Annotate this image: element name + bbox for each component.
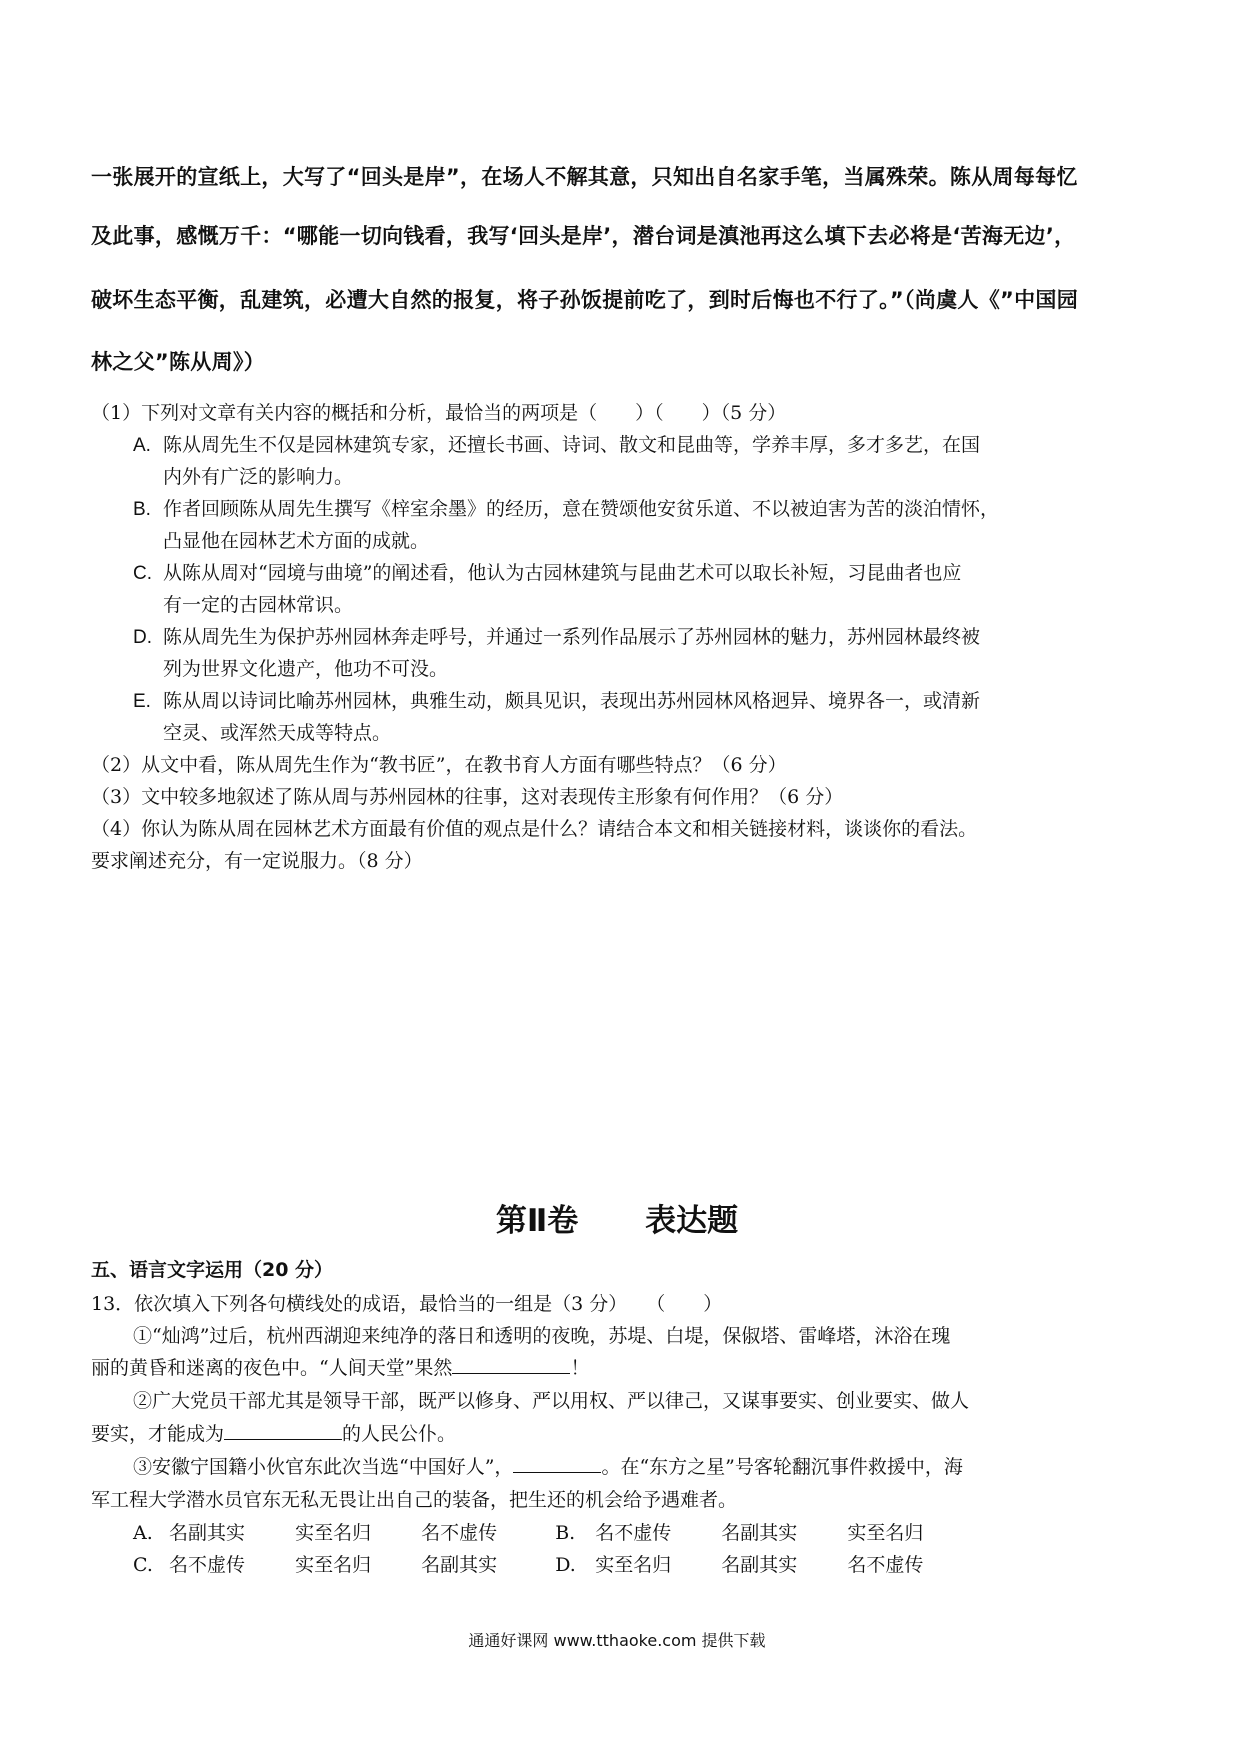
question-4-cont: 要求阐述充分，有一定说服力。（8 分） [91,850,423,872]
option-letter: D. [133,627,152,648]
section-name: 表达题 [645,1203,739,1239]
question-4: （4）你认为陈从周在园林艺术方面最有价值的观点是什么？请结合本文和相关链接材料，谈谈你的看法。 [91,818,978,840]
fill-blank [224,1421,342,1440]
sentence-text: ！ [570,1357,590,1379]
option-c-cont: 有一定的古园林常识。 [163,594,354,616]
option-letter: B. [133,499,151,520]
option-text: 从陈从周对“园境与曲境”的阐述看，他认为古园林建筑与昆曲艺术可以取长补短，习昆曲者也应 [163,562,962,584]
choice-letter: A. [133,1522,153,1544]
choice-letter: D. [555,1554,576,1576]
option-a [133,430,980,457]
option-e-cont: 空灵、或浑然天成等特点。 [163,722,392,744]
question-3: （3）文中较多地叙述了陈从周与苏州园林的往事，这对表现传主形象有何作用？（6 分） [91,786,844,808]
section-part: 第Ⅱ卷 [495,1203,579,1239]
choice-word: 名副其实 [169,1522,246,1544]
choice-word: 名副其实 [721,1522,798,1544]
passage-line: 林之父”陈从周》） [91,350,266,374]
option-letter: E. [133,691,151,712]
section-5-heading: 五、语言文字运用（20 分） [91,1259,334,1281]
sentence-text: 要实，才能成为 [91,1423,225,1445]
passage-line: 破坏生态平衡，乱建筑，必遭大自然的报复，将子孙饭提前吃了，到时后悔也不行了。”（尚虞人《”中国园 [91,288,1078,312]
sentence-text: ③安徽宁国籍小伙官东此次当选“中国好人”， [133,1456,514,1478]
choice-word: 名不虚传 [421,1522,498,1544]
option-d-cont: 列为世界文化遗产，他功不可没。 [163,658,449,680]
choice-word: 名副其实 [421,1554,498,1576]
choice-letter: B. [555,1522,576,1544]
fill-blank [452,1355,570,1374]
question-13-stem: 13．依次填入下列各句横线处的成语，最恰当的一组是（3 分） （ ） [91,1293,723,1315]
choice-word: 名不虚传 [595,1522,672,1544]
question-1-stem: （1）下列对文章有关内容的概括和分析，最恰当的两项是（ ）（ ）（5 分） [91,402,787,424]
choice-word: 名不虚传 [169,1554,246,1576]
option-b [133,494,999,521]
passage-line: 及此事，感慨万千：“哪能一切向钱看，我写‘回头是岸’，潜台词是滇池再这么填下去必将是‘苦海无边’， [91,224,1076,248]
choice-word: 实至名归 [295,1554,372,1576]
option-c [133,558,961,585]
sentence-3-cont: 军工程大学潜水员官东无私无畏让出自己的装备，把生还的机会给予遇难者。 [91,1489,738,1511]
choices-row-2 [133,1550,947,1577]
option-letter: C. [133,563,152,584]
option-text: 陈从周先生为保护苏州园林奔走呼号，并通过一系列作品展示了苏州园林的魅力，苏州园林最终被 [163,626,981,648]
page-footer: 通通好课网 www.tthaoke.com 提供下载 [468,1631,766,1650]
option-letter: A. [133,435,151,456]
choice-word: 名不虚传 [847,1554,924,1576]
option-d [133,622,980,649]
choice-word: 实至名归 [595,1554,672,1576]
choice-word: 实至名归 [847,1522,924,1544]
sentence-text: 。在“东方之星”号客轮翻沉事件救援中，海 [601,1456,963,1478]
option-text: 陈从周以诗词比喻苏州园林，典雅生动，颇具见识，表现出苏州园林风格迥异、境界各一，或清新 [163,690,981,712]
option-text: 作者回顾陈从周先生撰写《梓室余墨》的经历，意在赞颂他安贫乐道、不以被迫害为苦的淡泊情怀， [163,498,1000,520]
sentence-2-cont [91,1419,456,1446]
choice-word: 实至名归 [295,1522,372,1544]
sentence-1-cont [91,1353,589,1380]
option-a-cont: 内外有广泛的影响力。 [163,466,354,488]
choice-letter: C. [133,1554,153,1576]
sentence-3 [133,1452,963,1479]
option-text: 陈从周先生不仅是园林建筑专家，还擅长书画、诗词、散文和昆曲等，学养丰厚，多才多艺，在国 [163,434,981,456]
passage-line: 一张展开的宣纸上，大写了“回头是岸”，在场人不解其意，只知出自名家手笔，当属殊荣。陈从周每每忆 [91,165,1078,189]
sentence-text: 的人民公仆。 [342,1423,457,1445]
sentence-1: ①“灿鸿”过后，杭州西湖迎来纯净的落日和透明的夜晚，苏堤、白堤，保俶塔、雷峰塔，沐浴在瑰 [133,1325,951,1347]
section-title [0,1195,1234,1240]
sentence-2: ②广大党员干部尤其是领导干部，既严以修身、严以用权、严以律己，又谋事要实、创业要实、做人 [133,1390,970,1412]
sentence-text: 丽的黄昏和迷离的夜色中。“人间天堂”果然 [91,1357,453,1379]
option-b-cont: 凸显他在园林艺术方面的成就。 [163,530,430,552]
choices-row-1 [133,1518,947,1545]
question-2: （2）从文中看，陈从周先生作为“教书匠”，在教书育人方面有哪些特点？（6 分） [91,754,787,776]
fill-blank [513,1454,601,1473]
choice-word: 名副其实 [721,1554,798,1576]
option-e [133,686,980,713]
